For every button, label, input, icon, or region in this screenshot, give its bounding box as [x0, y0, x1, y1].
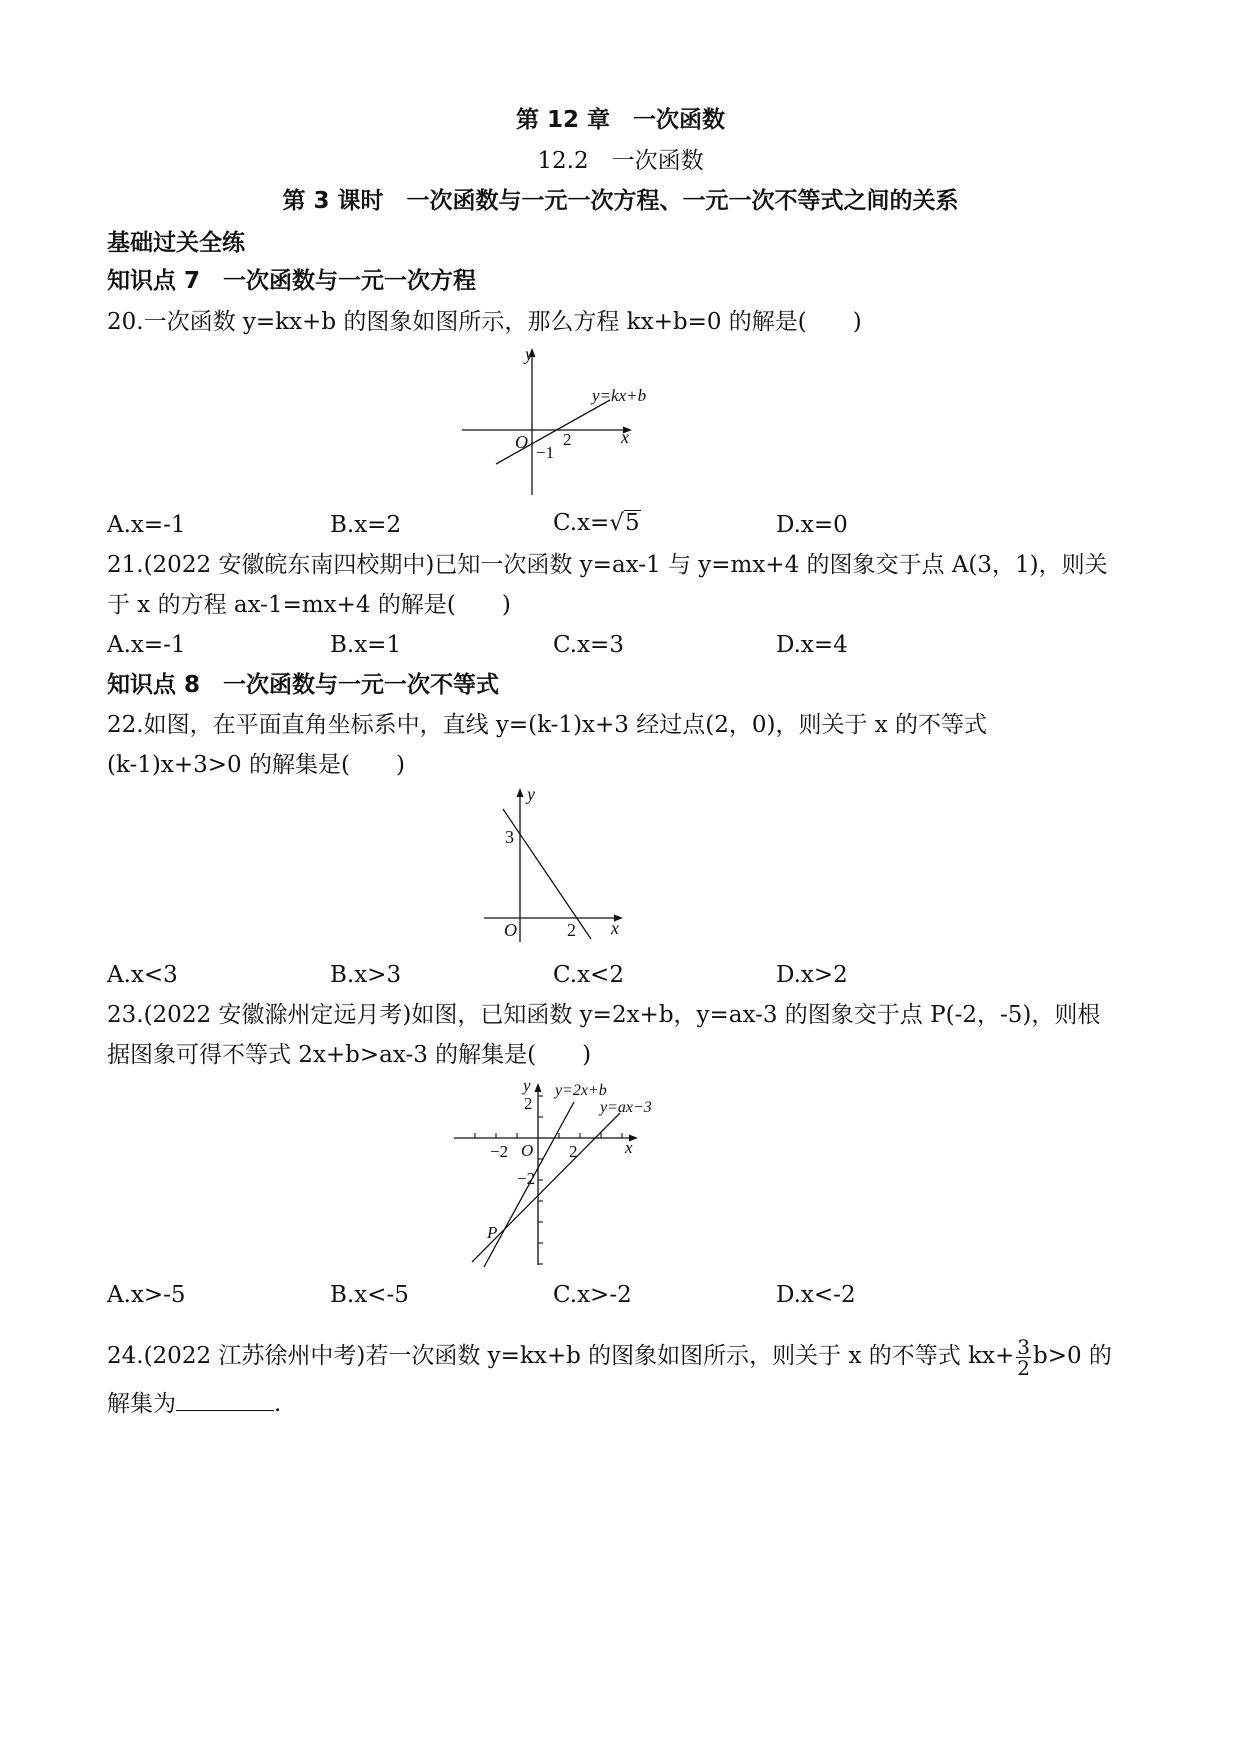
y-axis-label: y [527, 784, 535, 804]
x-axis-label: x [621, 427, 629, 447]
q20-option-a[interactable]: A.x=-1 [107, 512, 186, 538]
question-24-line2-suffix: . [274, 1391, 282, 1417]
origin-label: O [521, 1141, 534, 1160]
x-axis-label: x [611, 918, 619, 938]
origin-label: O [515, 432, 528, 452]
y-axis-arrow [535, 1083, 542, 1092]
q21-option-a[interactable]: A.x=-1 [107, 632, 186, 658]
y-axis-label: y [523, 1076, 531, 1095]
q23-option-d[interactable]: D.x<-2 [776, 1282, 856, 1308]
question-24-line2-prefix: 解集为 [107, 1391, 176, 1417]
lesson-title: 第 3 课时 一次函数与一元一次方程、一元一次不等式之间的关系 [282, 188, 959, 214]
knowledge-point-7: 知识点 7 一次函数与一元一次方程 [107, 268, 477, 294]
point-p-label: P [487, 1223, 498, 1242]
q23-option-a[interactable]: A.x>-5 [107, 1282, 186, 1308]
section-title: 12.2 一次函数 [537, 148, 704, 174]
q20-option-b[interactable]: B.x=2 [330, 512, 402, 538]
q21-option-c[interactable]: C.x=3 [553, 632, 624, 658]
y-tick-neg2: −2 [517, 1169, 536, 1188]
y-axis-label: y [525, 344, 533, 364]
q21-option-b[interactable]: B.x=1 [330, 632, 402, 658]
origin-label: O [504, 920, 517, 940]
x-tick-neg2: −2 [490, 1142, 509, 1161]
question-24-stem-suffix: b>0 的 [1032, 1343, 1112, 1369]
x-axis-label: x [625, 1138, 633, 1157]
line-label: y=kx+b [592, 386, 647, 405]
fraction-numerator: 3 [1017, 1334, 1030, 1359]
answer-blank[interactable] [176, 1388, 274, 1411]
question-20-stem: 20.一次函数 y=kx+b 的图象如图所示，那么方程 kx+b=0 的解是( ) [107, 309, 862, 335]
x-tick-2: 2 [569, 1142, 578, 1161]
fraction-3-over-2 [1016, 1334, 1031, 1380]
q20-option-c-radicand: 5 [625, 510, 640, 536]
q22-option-b[interactable]: B.x>3 [330, 962, 402, 988]
q23-option-b[interactable]: B.x<-5 [330, 1282, 409, 1308]
sqrt-sign: √ [609, 510, 624, 536]
y-tick-2: 2 [524, 1094, 533, 1113]
question-22-stem-line2: (k-1)x+3>0 的解集是( ) [107, 752, 405, 778]
question-24-line2 [107, 1388, 281, 1419]
question-21-stem-line2: 于 x 的方程 ax-1=mx+4 的解是( ) [107, 592, 511, 618]
question-22-stem-line1: 22.如图，在平面直角坐标系中，直线 y=(k-1)x+3 经过点(2，0)，则关于 x 的不等式 [107, 712, 988, 738]
q20-option-d[interactable]: D.x=0 [776, 512, 848, 538]
question-24-stem-prefix: 24.(2022 江苏徐州中考)若一次函数 y=kx+b 的图象如图所示，则关于 x 的不等式 kx+ [107, 1343, 1015, 1369]
x-tick-2: 2 [567, 920, 576, 940]
question-21-stem-line1: 21.(2022 安徽皖东南四校期中)已知一次函数 y=ax-1 与 y=mx+4 的图象交于点 A(3，1)，则关 [107, 552, 1108, 578]
question-20-figure [458, 340, 658, 500]
q21-option-d[interactable]: D.x=4 [776, 632, 848, 658]
line1-label: y=2x+b [555, 1082, 607, 1099]
q22-option-a[interactable]: A.x<3 [107, 962, 178, 988]
q20-option-c-prefix: C.x= [553, 510, 610, 536]
line2-label: y=ax−3 [600, 1099, 652, 1116]
chapter-title: 第 12 章 一次函数 [515, 107, 726, 133]
q22-option-d[interactable]: D.x>2 [776, 962, 848, 988]
fraction-denominator: 2 [1017, 1355, 1030, 1380]
q23-option-c[interactable]: C.x>-2 [553, 1282, 632, 1308]
question-23-stem-line1: 23.(2022 安徽滁州定远月考)如图，已知函数 y=2x+b，y=ax-3 的图象交于点 P(-2，-5)，则根 [107, 1002, 1101, 1028]
question-24-stem [107, 1333, 1112, 1379]
knowledge-point-8: 知识点 8 一次函数与一元一次不等式 [107, 672, 500, 698]
practice-title: 基础过关全练 [107, 230, 245, 256]
q22-option-c[interactable]: C.x<2 [553, 962, 624, 988]
y-tick-3: 3 [505, 827, 514, 847]
y-tick-neg1: −1 [536, 443, 555, 462]
y-axis-ticks [538, 1096, 543, 1264]
question-23-figure [450, 1075, 670, 1270]
q20-option-c[interactable] [553, 508, 641, 538]
x-tick-2: 2 [563, 430, 572, 449]
question-22-figure [480, 782, 630, 944]
question-23-stem-line2: 据图象可得不等式 2x+b>ax-3 的解集是( ) [107, 1042, 592, 1068]
y-axis-arrow [517, 788, 524, 797]
